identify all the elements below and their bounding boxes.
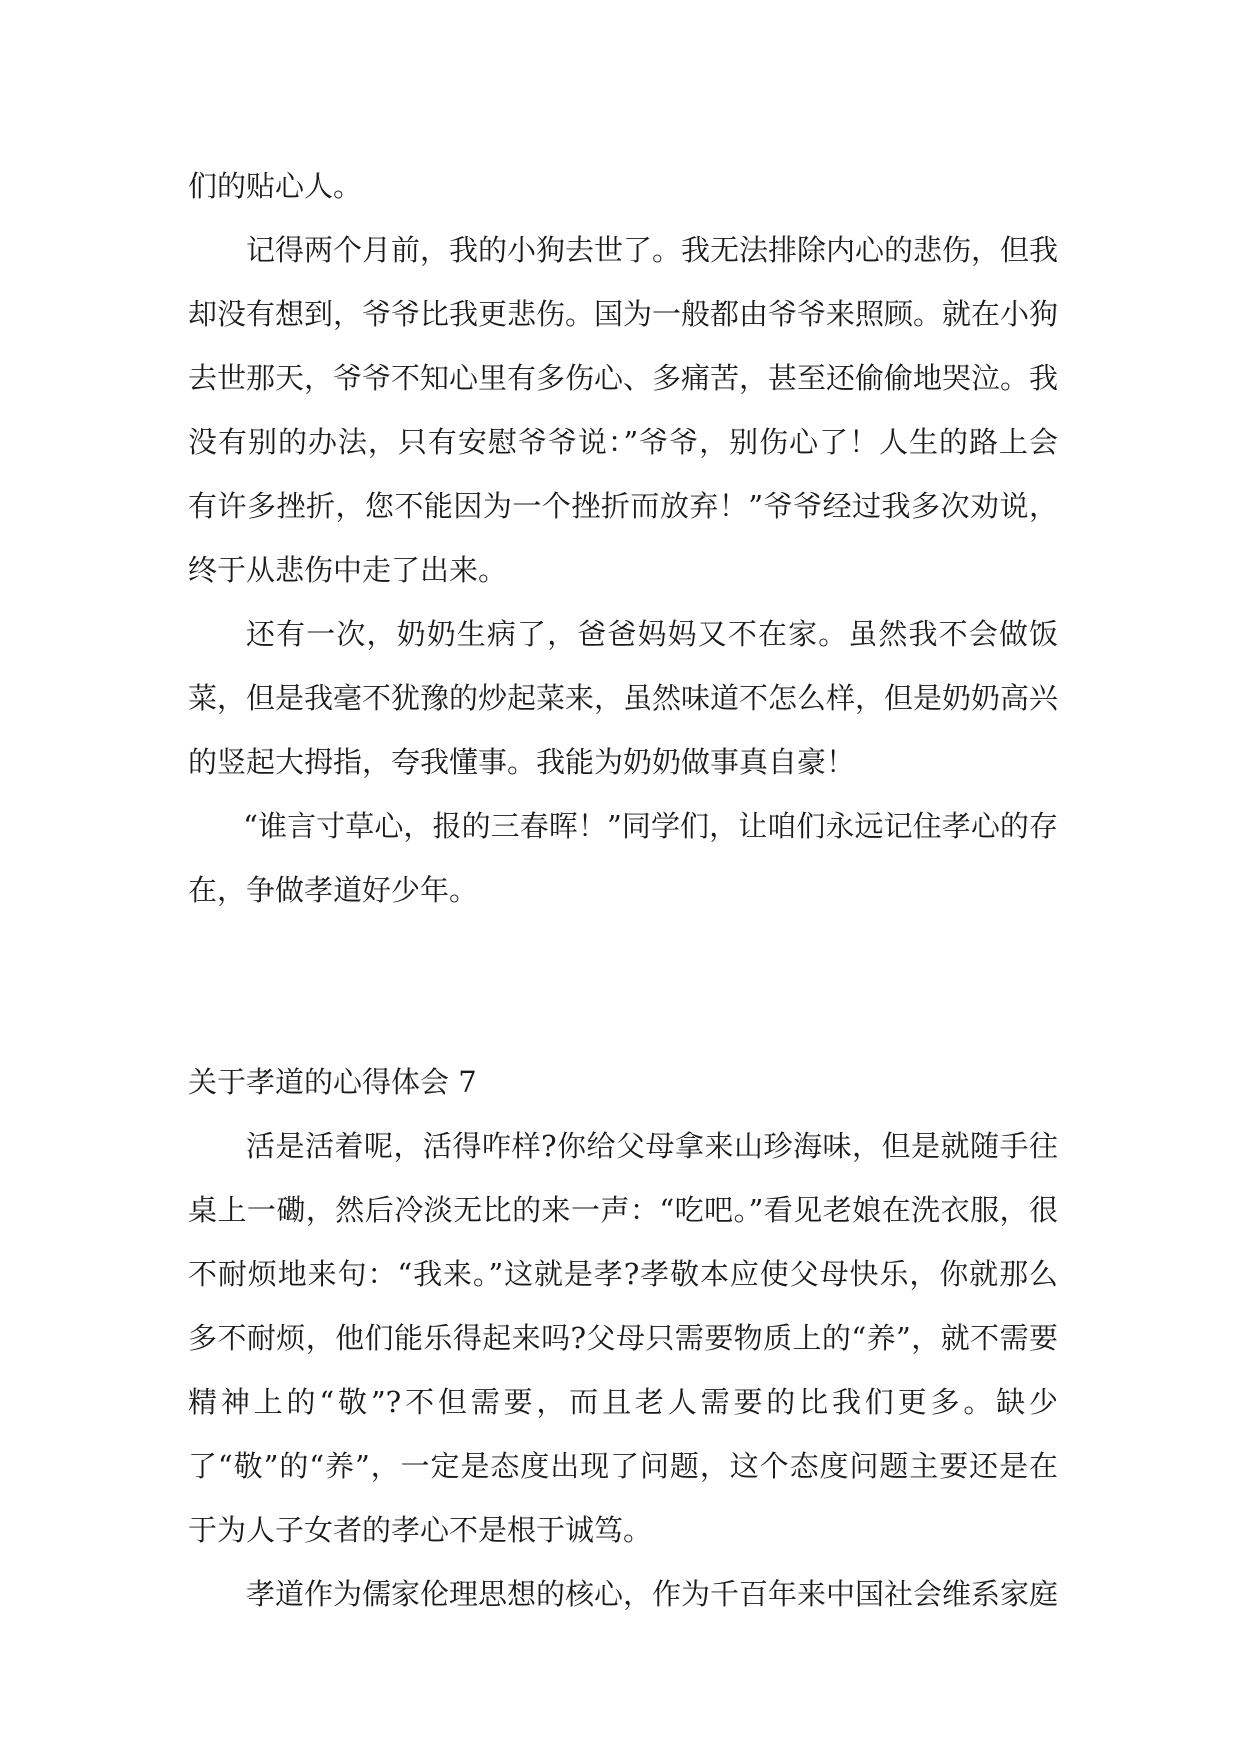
paragraph-continuation: 们的贴心人。 xyxy=(188,169,363,203)
paragraph-closing-quote: “谁言寸草心，报的三春晖！”同学们，让咱们永远记住孝心的存在，争做孝道好少年。 xyxy=(188,809,1058,907)
section-heading: 关于孝道的心得体会 7 xyxy=(188,1065,477,1099)
document-body xyxy=(188,154,1058,1626)
paragraph-confucian: 孝道作为儒家伦理思想的核心，作为千百年来中国社会维系家庭 xyxy=(246,1577,1059,1611)
paragraph-respect: 活是活着呢，活得咋样?你给父母拿来山珍海味，但是就随手往桌上一磡，然后冷淡无比的来一声：“吃吧。”看见老娘在洗衣服，很不耐烦地来句：“我来。”这就是孝?孝敬本应使父母快乐，你就那么多不耐烦，他们能乐得起来吗?父母只需要物质上的“养”，就不需要精神上的“敬”?不但需要，而且老人需要的比我们更多。缺少了“敬”的“养”，一定是态度出现了问题，这个态度问题主要还是在于为人子女者的孝心不是根于诚笃。 xyxy=(188,1129,1058,1547)
paragraph-puppy-story: 记得两个月前，我的小狗去世了。我无法排除内心的悲伤，但我却没有想到，爷爷比我更悲伤。国为一般都由爷爷来照顾。就在小狗去世那天，爷爷不知心里有多伤心、多痛苦，甚至还偷偷地哭泣。我没有别的办法，只有安慰爷爷说：”爷爷，别伤心了！人生的路上会有许多挫折，您不能因为一个挫折而放弃！”爷爷经过我多次劝说，终于从悲伤中走了出来。 xyxy=(188,233,1059,587)
section-gap xyxy=(188,922,1058,1050)
paragraph-grandma-story: 还有一次，奶奶生病了，爸爸妈妈又不在家。虽然我不会做饭菜，但是我毫不犹豫的炒起菜来，虽然味道不怎么样，但是奶奶高兴的竖起大拇指，夸我懂事。我能为奶奶做事真自豪！ xyxy=(188,617,1059,779)
